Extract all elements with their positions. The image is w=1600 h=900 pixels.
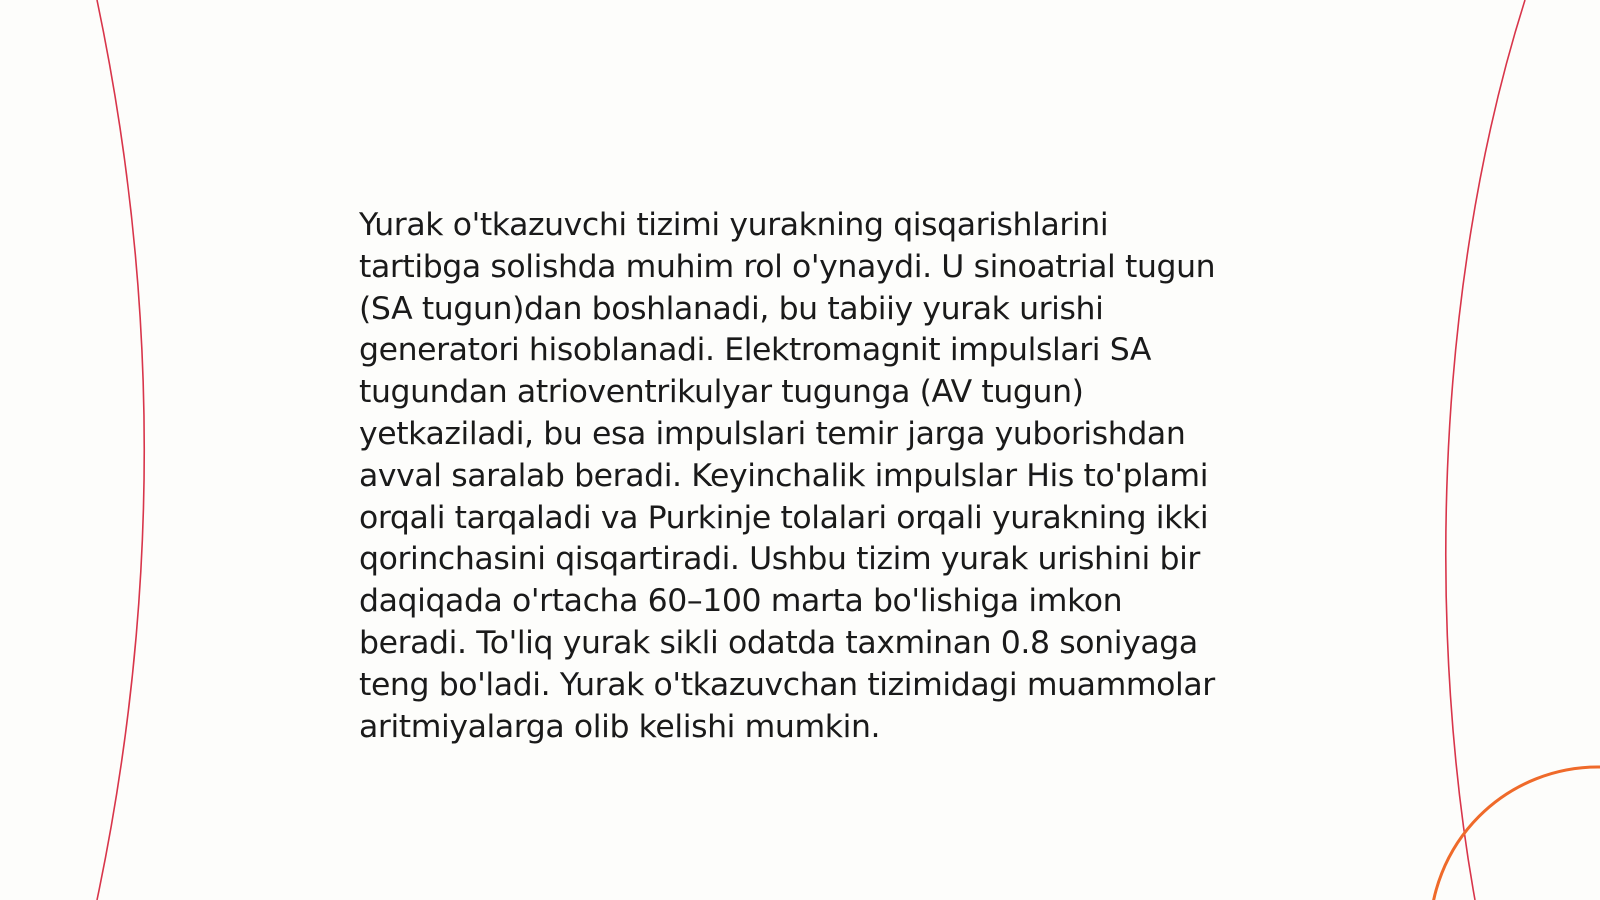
orange-circle-arc <box>1430 767 1600 900</box>
right-curve-line <box>1446 0 1525 900</box>
left-curve-line <box>97 0 144 900</box>
body-paragraph: Yurak o'tkazuvchi tizimi yurakning qisqarishlarini tartibga solishda muhim rol o'ynaydi. U sinoatrial tugun (SA tugun)dan boshlanadi, bu tabiiy yurak urishi generatori hisoblanadi. Elektromagnit impulslari SA tugundan atrioventrikulyar tugunga (AV tugun) yetkaziladi, bu esa impulslari temir jarga yuborishdan avval saralab beradi. Keyinchalik impulslar His to'plami orqali tarqaladi va Purkinje tolalari orqali yurakning ikki qorinchasini qisqartiradi. Ushbu tizim yurak urishini bir daqiqada o'rtacha 60–100 marta bo'lishiga imkon beradi. To'liq yurak sikli odatda taxminan 0.8 soniyaga teng bo'ladi. Yurak o'tkazuvchan tizimidagi muammolar aritmiyalarga olib kelishi mumkin. <box>359 207 1216 745</box>
